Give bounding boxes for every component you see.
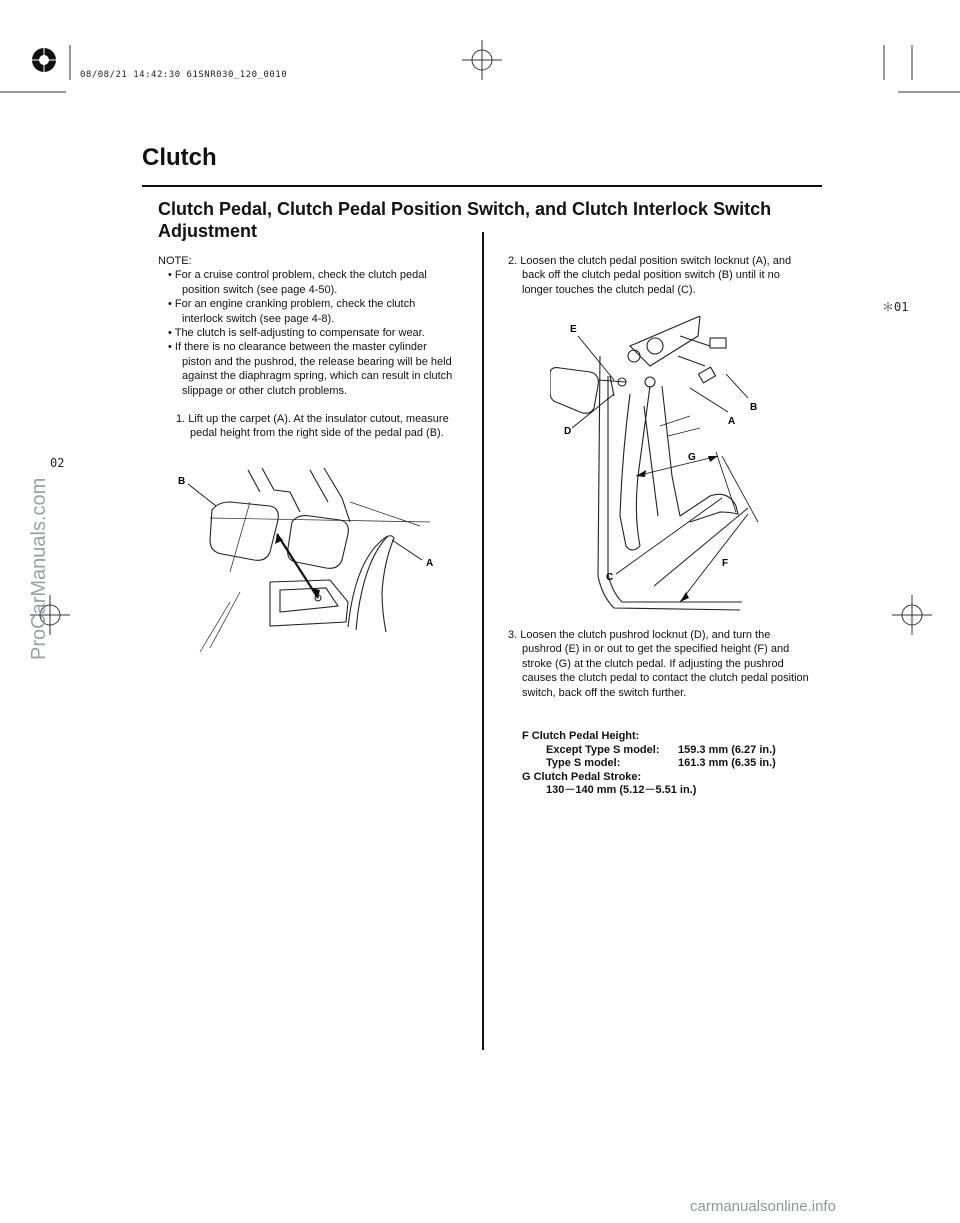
types-value: 161.3 mm (6.35 in.)	[678, 757, 776, 770]
stroke-value: 130－140 mm (5.12－5.51 in.)	[546, 784, 697, 797]
footer-watermark: carmanualsonline.info	[690, 1198, 836, 1215]
print-stamp: 08/08/21 14:42:30 61SNR030_120_0010	[80, 70, 288, 80]
note-list	[158, 268, 458, 398]
title-rule	[142, 185, 822, 187]
section-title: Clutch	[142, 144, 217, 171]
fig2-label-b: B	[750, 402, 758, 413]
fig2-label-a: A	[728, 416, 736, 427]
spec-block	[522, 730, 822, 798]
note-item: • For an engine cranking problem, check the clutch interlock switch (see page 4-8).	[168, 298, 416, 325]
pedal-assembly-figure	[550, 316, 770, 616]
fig2-label-d: D	[564, 426, 572, 437]
fig2-label-e: E	[570, 324, 577, 335]
step-1: 1. Lift up the carpet (A). At the insulator cutout, measure pedal height from the right side of the pedal pad (B).	[176, 413, 449, 440]
height-title: F Clutch Pedal Height:	[522, 730, 640, 742]
page-mark-left: 02	[50, 456, 65, 470]
page-mark-right: ＊01	[882, 300, 909, 314]
stroke-title: G Clutch Pedal Stroke:	[522, 770, 642, 783]
left-column	[158, 254, 458, 441]
spec-row-except	[522, 744, 822, 758]
page-title: Clutch Pedal, Clutch Pedal Position Switch, and Clutch Interlock Switch Adjustment	[158, 199, 772, 241]
except-value: 159.3 mm (6.27 in.)	[678, 743, 776, 756]
fig2-label-f: F	[722, 558, 729, 569]
step-3-block	[496, 628, 812, 700]
note-item: • If there is no clearance between the master cylinder piston and the pushrod, the release bearing will be held against the diaphragm spring, which can result in clutch slippage or other clutch problems.	[168, 341, 453, 397]
fig1-label-a: A	[426, 558, 434, 569]
pedal-height-figure	[170, 462, 460, 662]
column-divider	[482, 232, 484, 1050]
spec-row-types	[522, 757, 822, 771]
note-item: • The clutch is self-adjusting to compensate for wear.	[168, 327, 425, 340]
fig1-label-b: B	[178, 476, 186, 487]
except-label: Except Type S model:	[546, 743, 660, 756]
note-item: • For a cruise control problem, check the clutch pedal position switch (see page 4-50).	[168, 269, 427, 296]
side-watermark: ProCarManuals.com	[28, 477, 50, 660]
types-label: Type S model:	[546, 757, 621, 770]
note-label: NOTE:	[158, 255, 192, 267]
fig2-label-g: G	[688, 452, 696, 463]
step-2: 2. Loosen the clutch pedal position switch locknut (A), and back off the clutch pedal position switch (B) until it no longer touches the clutch pedal (C).	[508, 255, 792, 296]
step-3: 3. Loosen the clutch pushrod locknut (D), and turn the pushrod (E) in or out to get the specified height (F) and stroke (G) at the clutch pedal. If adjusting the pushrod causes the clutch pedal to contact the clutch pedal position switch, back off the switch further.	[508, 629, 809, 699]
fig2-label-c: C	[606, 572, 614, 583]
step-2-block	[496, 254, 812, 297]
